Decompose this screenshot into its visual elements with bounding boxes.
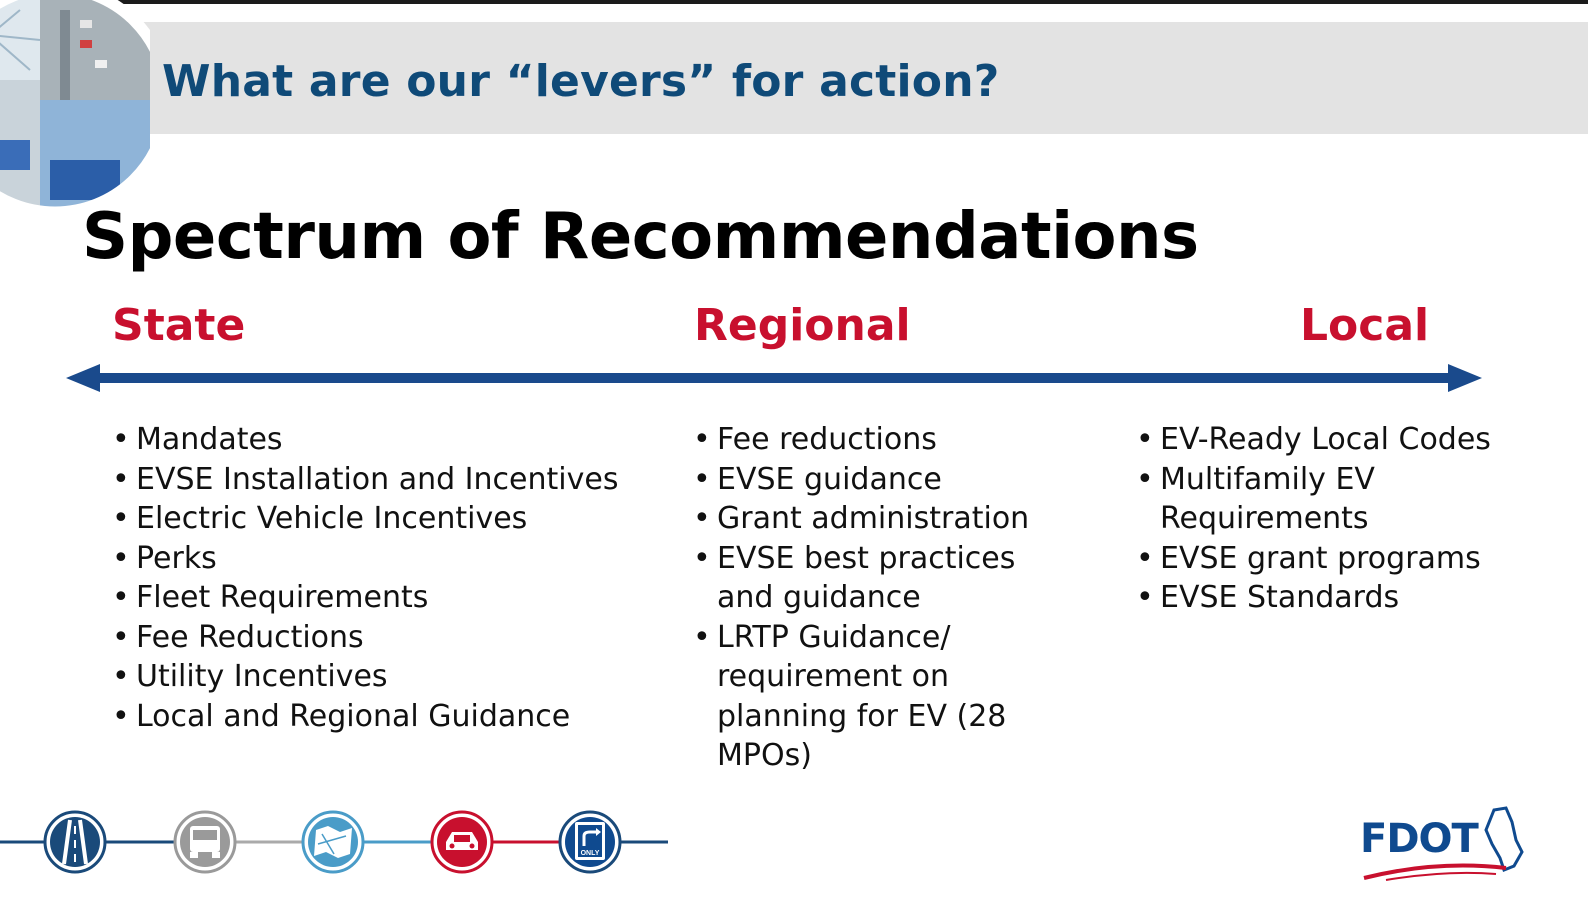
- regional-recommendations-list: [693, 420, 1053, 776]
- page-title: Spectrum of Recommendations: [82, 200, 1199, 274]
- sign-text: ONLY: [580, 850, 600, 857]
- state-recommendations-list: [112, 420, 652, 736]
- list-item: • Fee Reductions: [112, 618, 652, 658]
- list-item: • EVSE Installation and Incentives: [112, 460, 652, 500]
- list-item: • Mandates: [112, 420, 652, 460]
- truck-icon: [175, 812, 235, 872]
- map-icon: [303, 812, 363, 872]
- list-item: • Perks: [112, 539, 652, 579]
- level-label-regional: Regional: [694, 300, 911, 351]
- list-item: • EVSE guidance: [693, 460, 1053, 500]
- list-item: • Utility Incentives: [112, 657, 652, 697]
- list-item: • Fleet Requirements: [112, 578, 652, 618]
- list-item: • Multifamily EV Requirements: [1136, 460, 1526, 539]
- list-item: • LRTP Guidance/ requirement on planning for EV (28 MPOs): [693, 618, 1053, 776]
- highway-icon: [45, 812, 105, 872]
- fdot-logo-text: FDOT: [1360, 816, 1478, 862]
- list-item: • EVSE Standards: [1136, 578, 1526, 618]
- header-title: What are our “levers” for action?: [162, 56, 1000, 107]
- list-item: • EVSE best practices and guidance: [693, 539, 1053, 618]
- list-item: • EVSE grant programs: [1136, 539, 1526, 579]
- level-label-local: Local: [1300, 300, 1430, 351]
- list-item: • Fee reductions: [693, 420, 1053, 460]
- local-recommendations-list: [1136, 420, 1526, 618]
- list-item: • Grant administration: [693, 499, 1053, 539]
- mode-icon-strip: [0, 806, 680, 878]
- car-icon: [432, 812, 492, 872]
- level-label-state: State: [112, 300, 246, 351]
- only-sign-icon: [560, 812, 620, 872]
- transportation-photo-collage: [0, 0, 150, 220]
- list-item: • Electric Vehicle Incentives: [112, 499, 652, 539]
- spectrum-double-arrow: [66, 362, 1482, 394]
- fdot-logo: [1356, 800, 1528, 882]
- top-rule: [0, 0, 1588, 4]
- list-item: • EV-Ready Local Codes: [1136, 420, 1526, 460]
- list-item: • Local and Regional Guidance: [112, 697, 652, 737]
